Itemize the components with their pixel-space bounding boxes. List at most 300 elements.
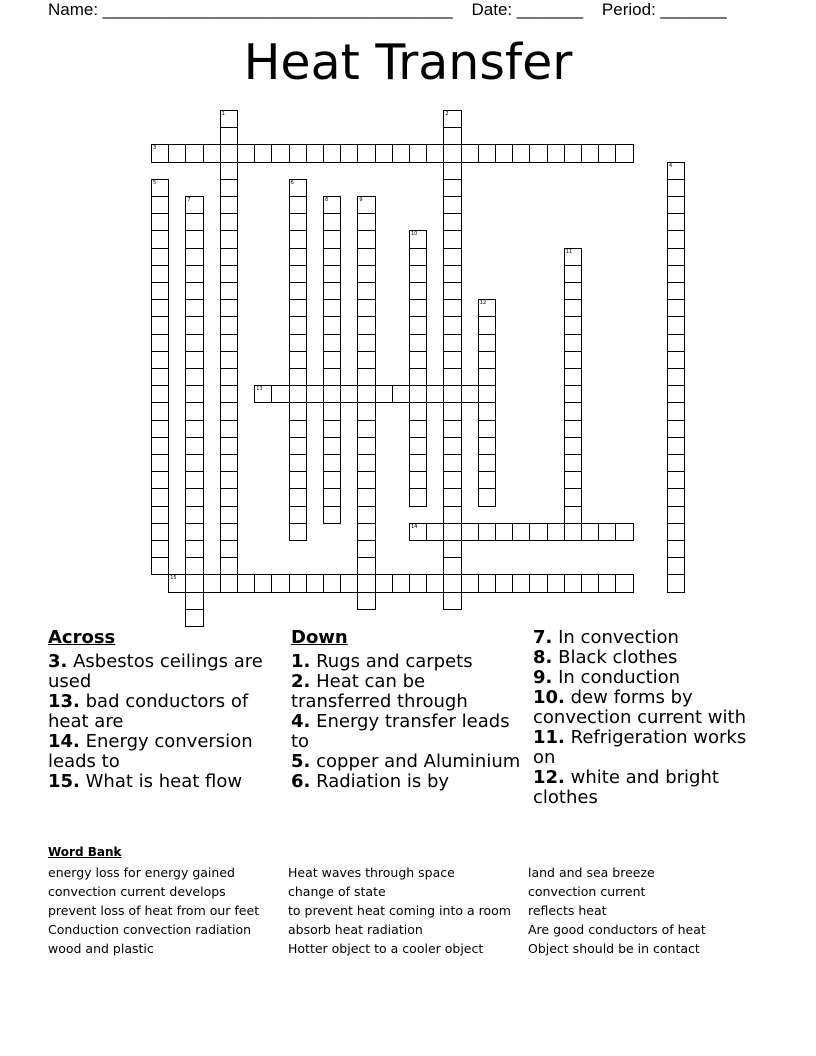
grid-cell[interactable] [443,265,461,283]
grid-cell[interactable] [615,144,633,162]
grid-cell[interactable] [357,265,375,283]
grid-cell[interactable] [220,385,238,403]
grid-cell[interactable] [529,574,547,592]
grid-cell[interactable] [478,144,496,162]
grid-cell[interactable] [220,213,238,231]
grid-cell[interactable] [443,592,461,610]
grid-cell[interactable] [151,523,169,541]
grid-cell[interactable] [667,316,685,334]
grid-cell[interactable] [512,523,530,541]
grid-cell[interactable] [375,385,393,403]
grid-cell[interactable] [185,248,203,266]
grid-cell[interactable] [254,385,272,403]
grid-cell[interactable] [443,196,461,214]
grid-cell[interactable] [443,213,461,231]
grid-cell[interactable] [271,385,289,403]
grid-cell[interactable] [185,574,203,592]
grid-cell[interactable] [271,144,289,162]
grid-cell[interactable] [357,437,375,455]
grid-cell[interactable] [443,230,461,248]
grid-cell[interactable] [357,574,375,592]
grid-cell[interactable] [357,540,375,558]
grid-cell[interactable] [185,402,203,420]
grid-cell[interactable] [151,265,169,283]
grid-cell[interactable] [564,437,582,455]
grid-cell[interactable] [564,454,582,472]
grid-cell[interactable] [168,144,186,162]
grid-cell[interactable] [581,523,599,541]
grid-cell[interactable] [185,385,203,403]
grid-cell[interactable] [564,402,582,420]
grid-cell[interactable] [220,110,238,128]
grid-cell[interactable] [151,196,169,214]
grid-cell[interactable] [220,506,238,524]
grid-cell[interactable] [564,316,582,334]
grid-cell[interactable] [357,592,375,610]
grid-cell[interactable] [220,127,238,145]
grid-cell[interactable] [323,471,341,489]
grid-cell[interactable] [357,523,375,541]
grid-cell[interactable] [289,471,307,489]
grid-cell[interactable] [667,488,685,506]
grid-cell[interactable] [340,574,358,592]
grid-cell[interactable] [151,506,169,524]
grid-cell[interactable] [185,557,203,575]
grid-cell[interactable] [667,574,685,592]
grid-cell[interactable] [495,523,513,541]
grid-cell[interactable] [443,488,461,506]
grid-cell[interactable] [357,248,375,266]
grid-cell[interactable] [409,488,427,506]
grid-cell[interactable] [409,299,427,317]
grid-cell[interactable] [443,144,461,162]
grid-cell[interactable] [323,420,341,438]
grid-cell[interactable] [357,213,375,231]
grid-cell[interactable] [357,334,375,352]
grid-cell[interactable] [409,471,427,489]
grid-cell[interactable] [323,248,341,266]
grid-cell[interactable] [564,265,582,283]
grid-cell[interactable] [271,574,289,592]
grid-cell[interactable] [289,213,307,231]
grid-cell[interactable] [564,334,582,352]
grid-cell[interactable] [185,523,203,541]
grid-cell[interactable] [547,144,565,162]
grid-cell[interactable] [529,523,547,541]
grid-cell[interactable] [289,488,307,506]
grid-cell[interactable] [564,248,582,266]
grid-cell[interactable] [289,282,307,300]
grid-cell[interactable] [564,351,582,369]
grid-cell[interactable] [357,196,375,214]
grid-cell[interactable] [443,506,461,524]
grid-cell[interactable] [478,488,496,506]
grid-cell[interactable] [667,248,685,266]
grid-cell[interactable] [667,437,685,455]
grid-cell[interactable] [667,196,685,214]
grid-cell[interactable] [289,437,307,455]
grid-cell[interactable] [323,282,341,300]
grid-cell[interactable] [357,471,375,489]
grid-cell[interactable] [461,574,479,592]
grid-cell[interactable] [667,334,685,352]
grid-cell[interactable] [323,437,341,455]
grid-cell[interactable] [289,402,307,420]
grid-cell[interactable] [220,471,238,489]
grid-cell[interactable] [185,437,203,455]
grid-cell[interactable] [220,179,238,197]
grid-cell[interactable] [547,574,565,592]
grid-cell[interactable] [203,574,221,592]
grid-cell[interactable] [220,351,238,369]
grid-cell[interactable] [581,144,599,162]
grid-cell[interactable] [443,368,461,386]
grid-cell[interactable] [478,402,496,420]
grid-cell[interactable] [581,574,599,592]
grid-cell[interactable] [615,574,633,592]
grid-cell[interactable] [220,316,238,334]
grid-cell[interactable] [357,144,375,162]
grid-cell[interactable] [323,230,341,248]
grid-cell[interactable] [495,144,513,162]
grid-cell[interactable] [323,488,341,506]
grid-cell[interactable] [443,471,461,489]
grid-cell[interactable] [220,437,238,455]
grid-cell[interactable] [151,557,169,575]
grid-cell[interactable] [564,368,582,386]
grid-cell[interactable] [185,506,203,524]
grid-cell[interactable] [289,230,307,248]
grid-cell[interactable] [409,437,427,455]
grid-cell[interactable] [289,334,307,352]
grid-cell[interactable] [220,162,238,180]
grid-cell[interactable] [323,299,341,317]
grid-cell[interactable] [306,574,324,592]
grid-cell[interactable] [254,574,272,592]
grid-cell[interactable] [220,488,238,506]
grid-cell[interactable] [151,316,169,334]
grid-cell[interactable] [443,540,461,558]
grid-cell[interactable] [323,351,341,369]
grid-cell[interactable] [151,299,169,317]
grid-cell[interactable] [375,574,393,592]
grid-cell[interactable] [151,488,169,506]
grid-cell[interactable] [409,248,427,266]
grid-cell[interactable] [564,385,582,403]
grid-cell[interactable] [306,385,324,403]
grid-cell[interactable] [289,454,307,472]
grid-cell[interactable] [443,420,461,438]
grid-cell[interactable] [323,402,341,420]
grid-cell[interactable] [667,557,685,575]
grid-cell[interactable] [564,506,582,524]
grid-cell[interactable] [409,334,427,352]
grid-cell[interactable] [478,420,496,438]
grid-cell[interactable] [323,213,341,231]
grid-cell[interactable] [220,557,238,575]
grid-cell[interactable] [357,351,375,369]
grid-cell[interactable] [323,368,341,386]
grid-cell[interactable] [392,574,410,592]
grid-cell[interactable] [426,574,444,592]
grid-cell[interactable] [289,368,307,386]
grid-cell[interactable] [478,334,496,352]
grid-cell[interactable] [409,316,427,334]
grid-cell[interactable] [443,437,461,455]
grid-cell[interactable] [409,351,427,369]
grid-cell[interactable] [323,385,341,403]
grid-cell[interactable] [667,523,685,541]
grid-cell[interactable] [461,385,479,403]
grid-cell[interactable] [478,351,496,369]
grid-cell[interactable] [564,144,582,162]
grid-cell[interactable] [237,574,255,592]
grid-cell[interactable] [529,144,547,162]
grid-cell[interactable] [443,574,461,592]
grid-cell[interactable] [426,385,444,403]
grid-cell[interactable] [461,523,479,541]
grid-cell[interactable] [289,523,307,541]
grid-cell[interactable] [409,265,427,283]
grid-cell[interactable] [357,488,375,506]
grid-cell[interactable] [667,402,685,420]
grid-cell[interactable] [220,368,238,386]
grid-cell[interactable] [667,162,685,180]
grid-cell[interactable] [443,179,461,197]
grid-cell[interactable] [426,523,444,541]
grid-cell[interactable] [306,144,324,162]
grid-cell[interactable] [478,385,496,403]
grid-cell[interactable] [667,282,685,300]
grid-cell[interactable] [443,402,461,420]
grid-cell[interactable] [409,420,427,438]
grid-cell[interactable] [185,299,203,317]
grid-cell[interactable] [443,316,461,334]
grid-cell[interactable] [289,351,307,369]
grid-cell[interactable] [185,316,203,334]
grid-cell[interactable] [289,179,307,197]
grid-cell[interactable] [409,523,427,541]
grid-cell[interactable] [667,230,685,248]
grid-cell[interactable] [564,523,582,541]
grid-cell[interactable] [443,523,461,541]
grid-cell[interactable] [512,574,530,592]
grid-cell[interactable] [151,213,169,231]
grid-cell[interactable] [220,574,238,592]
grid-cell[interactable] [667,471,685,489]
grid-cell[interactable] [409,385,427,403]
grid-cell[interactable] [323,196,341,214]
grid-cell[interactable] [289,265,307,283]
grid-cell[interactable] [564,282,582,300]
grid-cell[interactable] [443,248,461,266]
grid-cell[interactable] [185,230,203,248]
grid-cell[interactable] [512,144,530,162]
grid-cell[interactable] [667,299,685,317]
grid-cell[interactable] [443,162,461,180]
grid-cell[interactable] [151,385,169,403]
grid-cell[interactable] [185,144,203,162]
grid-cell[interactable] [357,402,375,420]
grid-cell[interactable] [443,454,461,472]
grid-cell[interactable] [478,437,496,455]
grid-cell[interactable] [443,127,461,145]
grid-cell[interactable] [340,144,358,162]
grid-cell[interactable] [289,316,307,334]
grid-cell[interactable] [289,506,307,524]
grid-cell[interactable] [220,523,238,541]
grid-cell[interactable] [185,540,203,558]
grid-cell[interactable] [185,592,203,610]
grid-cell[interactable] [598,574,616,592]
grid-cell[interactable] [220,282,238,300]
grid-cell[interactable] [289,196,307,214]
grid-cell[interactable] [168,574,186,592]
grid-cell[interactable] [443,385,461,403]
grid-cell[interactable] [667,420,685,438]
grid-cell[interactable] [151,144,169,162]
grid-cell[interactable] [151,282,169,300]
grid-cell[interactable] [357,385,375,403]
grid-cell[interactable] [564,574,582,592]
grid-cell[interactable] [185,454,203,472]
grid-cell[interactable] [357,299,375,317]
grid-cell[interactable] [151,540,169,558]
grid-cell[interactable] [220,402,238,420]
grid-cell[interactable] [547,523,565,541]
grid-cell[interactable] [357,506,375,524]
grid-cell[interactable] [220,265,238,283]
grid-cell[interactable] [323,334,341,352]
grid-cell[interactable] [615,523,633,541]
grid-cell[interactable] [667,179,685,197]
grid-cell[interactable] [443,282,461,300]
grid-cell[interactable] [340,385,358,403]
grid-cell[interactable] [185,471,203,489]
grid-cell[interactable] [443,557,461,575]
grid-cell[interactable] [443,110,461,128]
grid-cell[interactable] [667,265,685,283]
grid-cell[interactable] [185,196,203,214]
grid-cell[interactable] [323,144,341,162]
grid-cell[interactable] [289,420,307,438]
grid-cell[interactable] [323,265,341,283]
grid-cell[interactable] [478,299,496,317]
grid-cell[interactable] [409,402,427,420]
grid-cell[interactable] [323,574,341,592]
grid-cell[interactable] [357,557,375,575]
grid-cell[interactable] [185,351,203,369]
grid-cell[interactable] [357,230,375,248]
grid-cell[interactable] [495,574,513,592]
grid-cell[interactable] [667,368,685,386]
grid-cell[interactable] [151,179,169,197]
grid-cell[interactable] [564,471,582,489]
grid-cell[interactable] [409,368,427,386]
grid-cell[interactable] [478,471,496,489]
grid-cell[interactable] [409,574,427,592]
grid-cell[interactable] [151,351,169,369]
grid-cell[interactable] [220,196,238,214]
grid-cell[interactable] [185,609,203,627]
grid-cell[interactable] [185,334,203,352]
grid-cell[interactable] [443,334,461,352]
grid-cell[interactable] [667,385,685,403]
grid-cell[interactable] [323,506,341,524]
grid-cell[interactable] [151,402,169,420]
grid-cell[interactable] [289,574,307,592]
grid-cell[interactable] [254,144,272,162]
grid-cell[interactable] [667,506,685,524]
grid-cell[interactable] [151,334,169,352]
grid-cell[interactable] [220,334,238,352]
grid-cell[interactable] [443,351,461,369]
grid-cell[interactable] [185,282,203,300]
grid-cell[interactable] [443,299,461,317]
grid-cell[interactable] [220,230,238,248]
grid-cell[interactable] [409,144,427,162]
grid-cell[interactable] [203,144,221,162]
grid-cell[interactable] [478,368,496,386]
grid-cell[interactable] [564,420,582,438]
grid-cell[interactable] [220,248,238,266]
grid-cell[interactable] [667,351,685,369]
grid-cell[interactable] [564,299,582,317]
grid-cell[interactable] [220,540,238,558]
grid-cell[interactable] [151,420,169,438]
grid-cell[interactable] [151,471,169,489]
grid-cell[interactable] [667,213,685,231]
grid-cell[interactable] [185,420,203,438]
grid-cell[interactable] [461,144,479,162]
grid-cell[interactable] [478,454,496,472]
grid-cell[interactable] [392,385,410,403]
grid-cell[interactable] [409,454,427,472]
grid-cell[interactable] [598,144,616,162]
grid-cell[interactable] [220,420,238,438]
grid-cell[interactable] [667,540,685,558]
grid-cell[interactable] [357,368,375,386]
grid-cell[interactable] [598,523,616,541]
grid-cell[interactable] [185,213,203,231]
grid-cell[interactable] [185,488,203,506]
grid-cell[interactable] [667,454,685,472]
grid-cell[interactable] [409,230,427,248]
grid-cell[interactable] [237,144,255,162]
grid-cell[interactable] [478,574,496,592]
grid-cell[interactable] [289,144,307,162]
grid-cell[interactable] [478,523,496,541]
grid-cell[interactable] [151,437,169,455]
grid-cell[interactable] [151,230,169,248]
grid-cell[interactable] [357,420,375,438]
grid-cell[interactable] [323,316,341,334]
grid-cell[interactable] [409,282,427,300]
grid-cell[interactable] [185,265,203,283]
grid-cell[interactable] [220,144,238,162]
grid-cell[interactable] [357,282,375,300]
grid-cell[interactable] [289,299,307,317]
grid-cell[interactable] [564,488,582,506]
grid-cell[interactable] [478,316,496,334]
grid-cell[interactable] [392,144,410,162]
grid-cell[interactable] [185,368,203,386]
grid-cell[interactable] [426,144,444,162]
grid-cell[interactable] [357,454,375,472]
grid-cell[interactable] [220,454,238,472]
grid-cell[interactable] [289,385,307,403]
grid-cell[interactable] [357,316,375,334]
